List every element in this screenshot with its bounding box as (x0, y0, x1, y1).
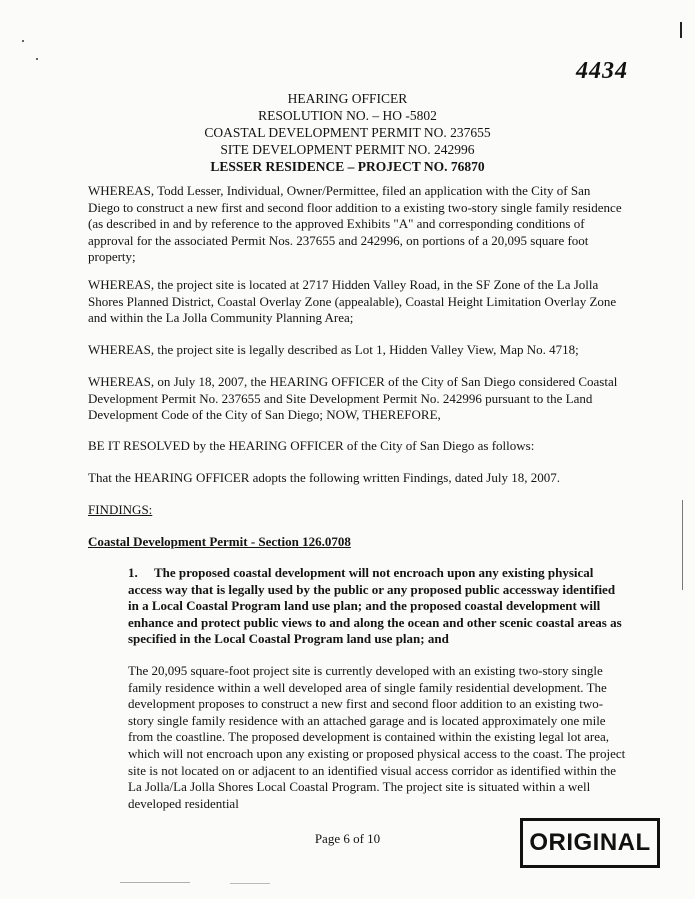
scan-bottom-mark (120, 882, 190, 883)
original-stamp: ORIGINAL (520, 818, 660, 868)
header-project-title: LESSER RESIDENCE – PROJECT NO. 76870 (210, 159, 485, 174)
findings-label: FINDINGS: (88, 502, 153, 517)
finding-1 (128, 565, 628, 648)
finding-1-number: 1. (128, 565, 138, 580)
whereas-application-paragraph: WHEREAS, Todd Lesser, Individual, Owner/Permittee, filed an application with the City of San Diego to construct a new first and second floor addition to a existing two-story single family residence (as described in and by reference to the approved Exhibits "A" and corresponding conditions of approval for the associated Permit Nos. 237655 and 242996, on portions of a 20,095 square foot property; (88, 183, 622, 264)
findings-adoption-paragraph: That the HEARING OFFICER adopts the following written Findings, dated July 18, 2007. (88, 470, 560, 485)
finding-1-discussion: The 20,095 square-foot project site is currently developed with an existing two-story single family residence within a well developed area of single family residential development. The development proposes to construct a new first and second floor addition to an existing two-story single family residence with an attached garage and is located approximately one mile from the coastline. The proposed development is contained within the existing legal lot area, which will not encroach upon any existing or proposed physical access to the coast. The project site is not located on or adjacent to an identified visual access corridor as identified within the La Jolla/La Jolla Shores Local Coastal Program. The project site is situated within a well developed residential (128, 663, 626, 811)
scan-speck (22, 40, 24, 42)
handwritten-page-number: 4434 (576, 58, 628, 84)
whereas-hearing-paragraph: WHEREAS, on July 18, 2007, the HEARING OFFICER of the City of San Diego considered Coastal Development Permit No. 237655 and Site Development Permit No. 242996 pursuant to the Land Development Code of the City of San Diego; NOW, THEREFORE, (88, 374, 618, 422)
section-heading: Coastal Development Permit - Section 126.0708 (88, 534, 351, 549)
header-resolution-number: RESOLUTION NO. – HO -5802 (258, 108, 437, 123)
page-number: Page 6 of 10 (314, 831, 381, 846)
header-site-permit: SITE DEVELOPMENT PERMIT NO. 242996 (220, 142, 475, 157)
finding-1-text: The proposed coastal development will not encroach upon any existing physical access way that is legally used by the public or any proposed public accessway identified in a Local Coastal Program land use plan; and the proposed coastal development will enhance and protect public views to and along the ocean and other scenic coastal areas as specified in the Local Coastal Program land use plan; and (128, 565, 622, 646)
scan-edge-mark (680, 22, 682, 38)
whereas-legal-description-paragraph: WHEREAS, the project site is legally described as Lot 1, Hidden Valley View, Map No. 4718; (88, 342, 579, 357)
scan-edge-line (682, 500, 683, 590)
whereas-location-paragraph: WHEREAS, the project site is located at 2717 Hidden Valley Road, in the SF Zone of the La Jolla Shores Planned District, Coastal Overlay Zone (appealable), Coastal Height Limitation Overlay Zone and within the La Jolla Community Planning Area; (88, 277, 617, 325)
header-hearing-officer: HEARING OFFICER (287, 91, 408, 106)
scan-speck (36, 58, 38, 60)
header-coastal-permit: COASTAL DEVELOPMENT PERMIT NO. 237655 (204, 125, 491, 140)
scan-bottom-mark (230, 883, 270, 884)
resolved-paragraph: BE IT RESOLVED by the HEARING OFFICER of the City of San Diego as follows: (88, 438, 535, 453)
resolution-header (0, 90, 695, 175)
